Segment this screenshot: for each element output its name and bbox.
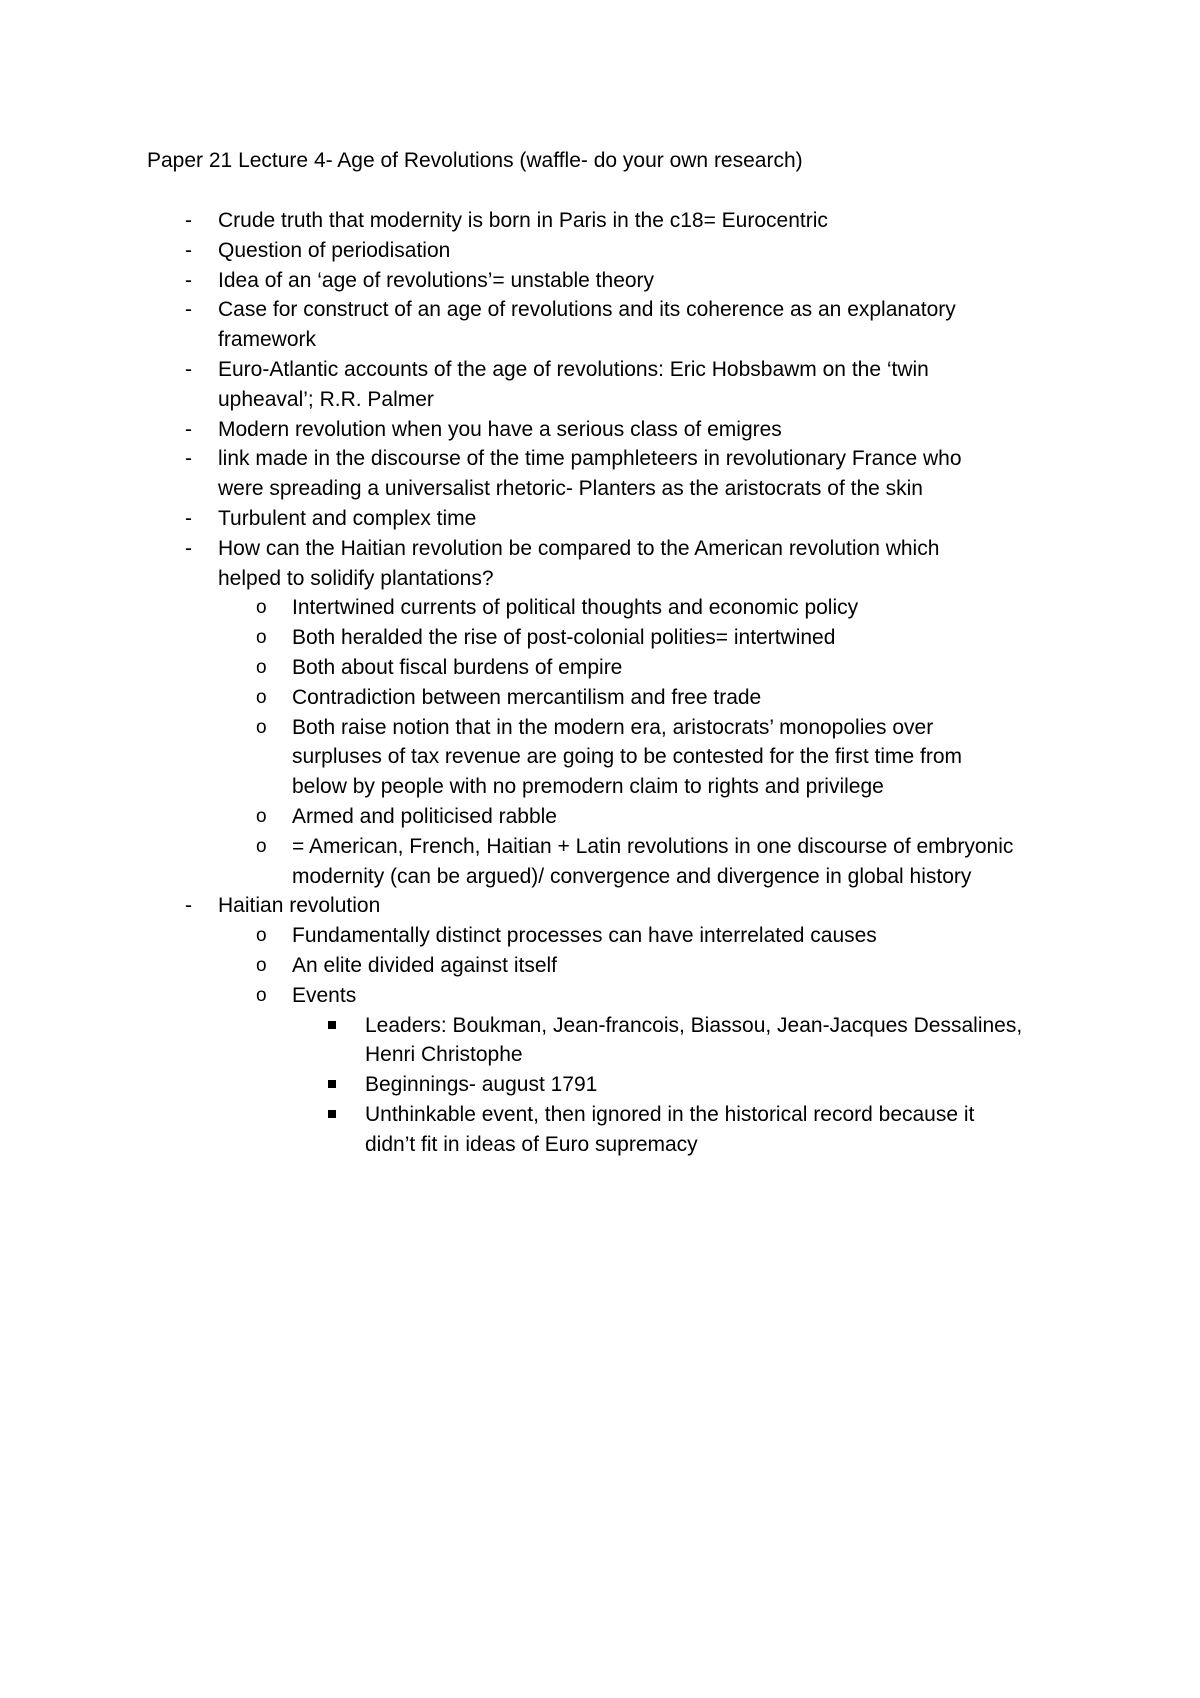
bullet-text: framework [218, 328, 317, 351]
circle-bullet-icon: o [256, 925, 267, 946]
bullet-text: Question of periodisation [218, 239, 451, 262]
sub-bullet-text: = American, French, Haitian + Latin revolutions in one discourse of embryonic [292, 835, 1014, 858]
square-bullet-icon [328, 1021, 336, 1029]
sub-bullet-text: Contradiction between mercantilism and free trade [292, 686, 762, 709]
circle-bullet-icon: o [256, 836, 267, 857]
circle-bullet-icon: o [256, 627, 267, 648]
sub-bullet-text: surpluses of tax revenue are going to be contested for the first time from [292, 745, 963, 768]
sub-bullet-text: Armed and politicised rabble [292, 805, 557, 828]
circle-bullet-icon: o [256, 955, 267, 976]
circle-bullet-icon: o [256, 597, 267, 618]
dash-bullet-icon: - [185, 894, 192, 917]
bullet-text: were spreading a universalist rhetoric- Planters as the aristocrats of the skin [218, 477, 923, 500]
bullet-text: Modern revolution when you have a serious class of emigres [218, 418, 782, 441]
circle-bullet-icon: o [256, 657, 267, 678]
sub-sub-bullet-text: Henri Christophe [365, 1043, 523, 1066]
dash-bullet-icon: - [185, 537, 192, 560]
sub-bullet-text: An elite divided against itself [292, 954, 557, 977]
dash-bullet-icon: - [185, 358, 192, 381]
circle-bullet-icon: o [256, 687, 267, 708]
sub-bullet-text: modernity (can be argued)/ convergence and divergence in global history [292, 865, 972, 888]
document-title: Paper 21 Lecture 4- Age of Revolutions (waffle- do your own research) [147, 149, 803, 172]
sub-bullet-text: Both raise notion that in the modern era, aristocrats’ monopolies over [292, 716, 934, 739]
dash-bullet-icon: - [185, 507, 192, 530]
square-bullet-icon [328, 1080, 336, 1088]
dash-bullet-icon: - [185, 239, 192, 262]
sub-bullet-text: Both heralded the rise of post-colonial polities= intertwined [292, 626, 836, 649]
dash-bullet-icon: - [185, 298, 192, 321]
circle-bullet-icon: o [256, 717, 267, 738]
dash-bullet-icon: - [185, 447, 192, 470]
sub-bullet-text: Both about fiscal burdens of empire [292, 656, 623, 679]
sub-sub-bullet-text: Unthinkable event, then ignored in the historical record because it [365, 1103, 975, 1126]
sub-sub-bullet-text: Leaders: Boukman, Jean-francois, Biassou, Jean-Jacques Dessalines, [365, 1014, 1023, 1037]
sub-bullet-text: below by people with no premodern claim to rights and privilege [292, 775, 884, 798]
sub-bullet-text: Fundamentally distinct processes can have interrelated causes [292, 924, 877, 947]
bullet-text: Idea of an ‘age of revolutions’= unstable theory [218, 269, 655, 292]
bullet-text: upheaval’; R.R. Palmer [218, 388, 434, 411]
bullet-text: Case for construct of an age of revolutions and its coherence as an explanatory [218, 298, 956, 321]
dash-bullet-icon: - [185, 269, 192, 292]
bullet-text: Euro-Atlantic accounts of the age of revolutions: Eric Hobsbawm on the ‘twin [218, 358, 929, 381]
dash-bullet-icon: - [185, 418, 192, 441]
square-bullet-icon [328, 1110, 336, 1118]
sub-bullet-text: Intertwined currents of political thoughts and economic policy [292, 596, 859, 619]
bullet-text: Turbulent and complex time [218, 507, 477, 530]
sub-bullet-text: Events [292, 984, 357, 1007]
bullet-text: How can the Haitian revolution be compared to the American revolution which [218, 537, 940, 560]
bullet-text: link made in the discourse of the time pamphleteers in revolutionary France who [218, 447, 962, 470]
dash-bullet-icon: - [185, 209, 192, 232]
circle-bullet-icon: o [256, 985, 267, 1006]
bullet-text: Haitian revolution [218, 894, 381, 917]
bullet-text: Crude truth that modernity is born in Paris in the c18= Eurocentric [218, 209, 828, 232]
sub-sub-bullet-text: Beginnings- august 1791 [365, 1073, 598, 1096]
sub-sub-bullet-text: didn’t fit in ideas of Euro supremacy [365, 1133, 698, 1156]
circle-bullet-icon: o [256, 806, 267, 827]
bullet-text: helped to solidify plantations? [218, 567, 494, 590]
